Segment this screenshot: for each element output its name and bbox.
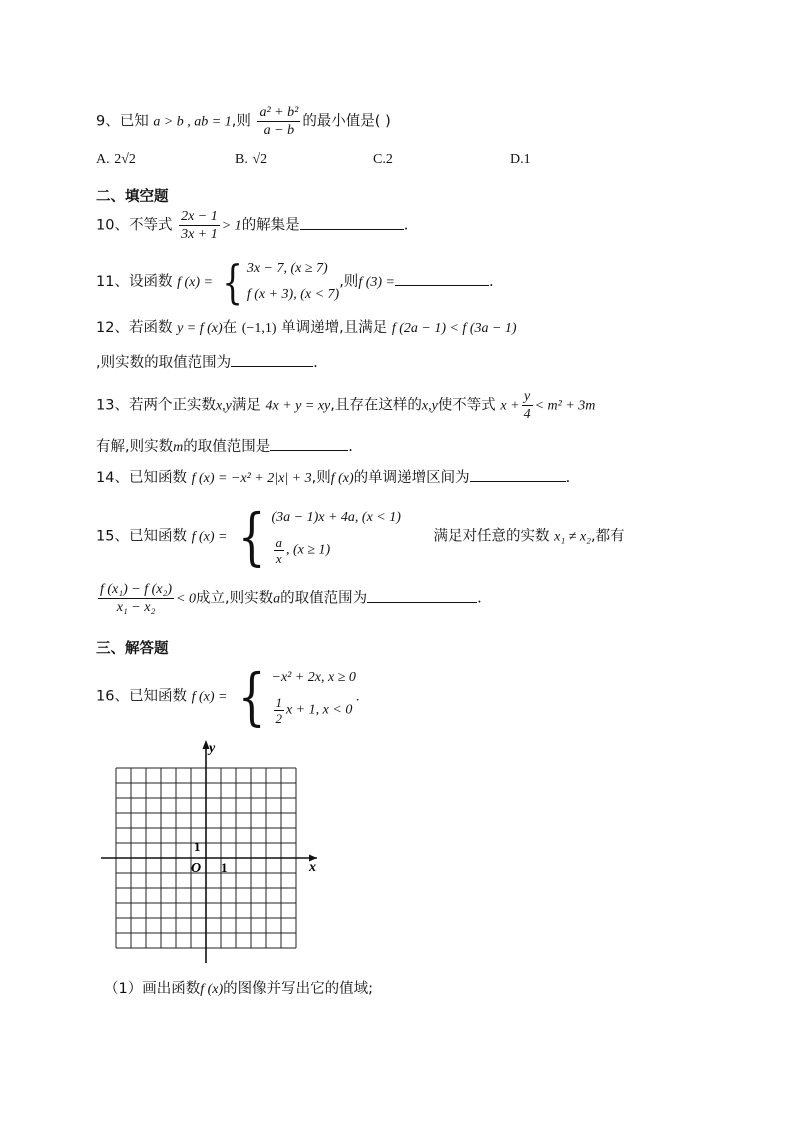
question-16-part-1: （1）画出函数f (x)的图像并写出它的值域; xyxy=(104,981,374,997)
x-axis-label: x xyxy=(309,860,316,875)
answer-blank xyxy=(270,436,348,451)
fraction: $\frac{2x - 1}{3x + 1}$ xyxy=(181,209,218,242)
section-heading: 二、填空题 xyxy=(96,189,169,205)
piecewise-cases: −x² + 2x, x ≥ 0 $\frac{1}{2}$ x + 1, x < 0 xyxy=(271,670,356,726)
axes xyxy=(101,743,317,963)
answer-blank xyxy=(231,352,313,367)
piecewise-cases: (3a − 1)x + 4a, (x < 1) $\frac{a}{x}$ , (x ≥ 1) xyxy=(271,510,401,566)
question-number: 9、 xyxy=(96,113,120,130)
question-16: 16、已知函数 f (x) = { −x² + 2x, x ≥ 0 $\frac{1}{2}$ x + 1, x < 0 . xyxy=(96,660,360,733)
fraction: $\frac{y}{4}$ xyxy=(523,389,531,422)
answer-blank xyxy=(367,588,477,603)
option-a: A. 2√2 xyxy=(96,152,136,167)
y-axis-label: y xyxy=(209,741,216,756)
y-tick-label: 1 xyxy=(194,839,201,854)
question-13-line2: 有解,则实数m的取值范围是 . xyxy=(96,435,353,456)
question-11: 11、设函数 f (x) = { 3x − 7, (x ≥ 7) f (x + 3), (x < 7) ,则f (3) = . xyxy=(96,255,494,309)
answer-blank xyxy=(395,271,489,286)
section-heading: 三、解答题 xyxy=(96,641,169,657)
question-15: 15、已知函数 f (x) = { (3a − 1)x + 4a, (x < 1) $\frac{a}{x}$ , (x ≥ 1) 满足对任意的实数 x₁ ≠ x₂,都有 xyxy=(96,500,625,573)
fraction: $\frac{\text{f (x₁) − f (x₂)}}{\text{x₁ − x₂}}$ xyxy=(100,582,173,615)
option-d: D.1 xyxy=(510,152,531,167)
answer-blank xyxy=(470,467,566,482)
question-14: 14、已知函数 f (x) = −x² + 2|x| + 3,则f (x)的单调递增区间为 . xyxy=(96,466,570,487)
origin-label: O xyxy=(191,861,202,876)
question-10: 10、不等式 $\frac{2x - 1}{3x + 1}$ > 1的解集是 . xyxy=(96,209,409,242)
fraction: $\frac{\text{a² + b²}}{a - b}$ xyxy=(259,105,299,138)
question-12-line2: ,则实数的取值范围为 . xyxy=(96,351,318,372)
piecewise-cases: 3x − 7, (x ≥ 7) f (x + 3), (x < 7) xyxy=(246,261,340,302)
option-c: C.2 xyxy=(373,152,393,167)
x-tick-label: 1 xyxy=(221,860,228,875)
question-9: 9、已知 a > b , ab = 1,则 $\frac{\text{a² + b²}}{a - b}$ 的最小值是( ) xyxy=(96,105,391,138)
coordinate-grid xyxy=(95,735,335,965)
condition: a > b , ab = 1 xyxy=(153,114,232,130)
question-12: 12、若函数 y = f (x)在 (−1,1) 单调递增,且满足 f (2a − 1) < f (3a − 1) xyxy=(96,320,517,336)
answer-blank xyxy=(300,215,404,230)
option-b: B. √2 xyxy=(235,152,268,167)
question-15-line2: $\frac{\text{f (x₁) − f (x₂)}}{\text{x₁ − x₂}}$ < 0成立,则实数a的取值范围为 . xyxy=(100,582,482,615)
question-13: 13、若两个正实数x,y满足 4x + y = xy,且存在这样的x,y使不等式 x + $\frac{y}{4}$ < m² + 3m xyxy=(96,389,596,422)
